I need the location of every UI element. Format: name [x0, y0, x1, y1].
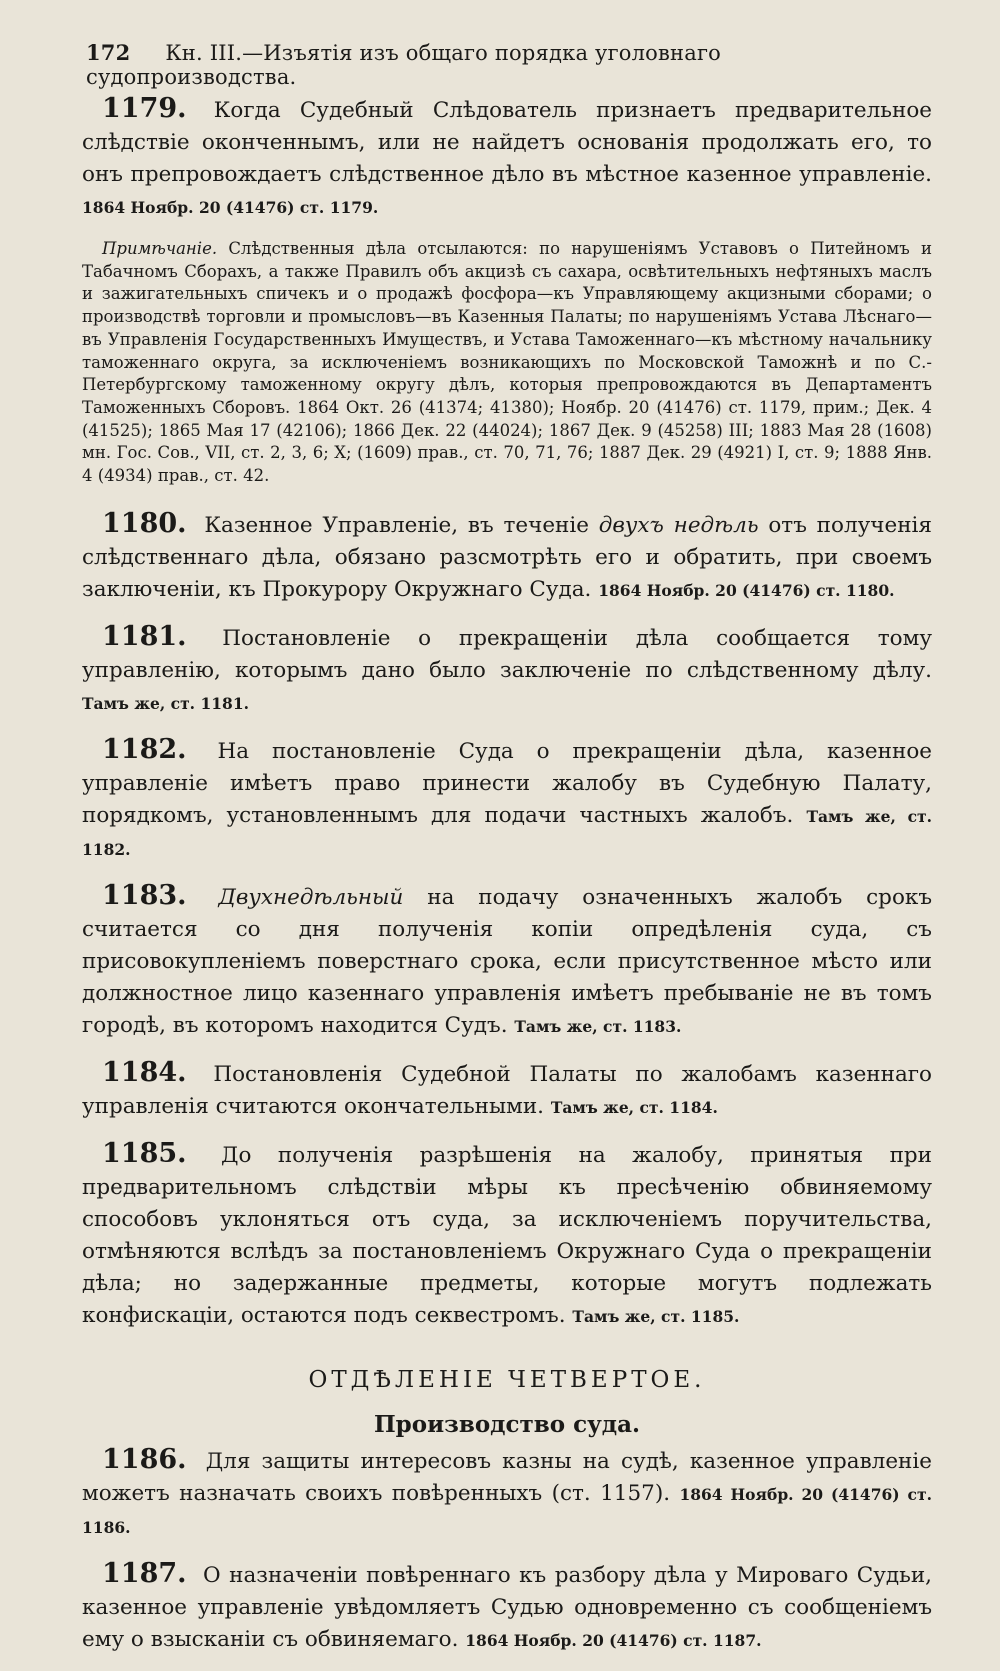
article-number: 1180. — [102, 507, 187, 539]
article-number: 1187. — [102, 1557, 187, 1589]
article-number: 1182. — [102, 733, 187, 765]
page-header — [86, 40, 886, 89]
note-text: Слѣдственныя дѣла отсылаются: по нарушеніямъ Уставовъ о Питейномъ и Табачномъ Сборахъ, а также Правилъ объ акцизѣ съ сахара, освѣтительныхъ нефтяныхъ маслъ и зажигательныхъ спичекъ и о продажѣ фосфора—къ Управляющему акцизными сборами; о производствѣ торговли и промысловъ—въ Казенныя Палаты; по нарушеніямъ Устава Лѣснаго—въ Управленія Государственныхъ Имуществъ, и Устава Таможеннаго—къ мѣстному начальнику таможеннаго округа, за исключеніемъ возникающихъ по Московской Таможнѣ и по С.-Петербургскому таможенному округу дѣлъ, которыя препровождаются въ Департаментъ Таможенныхъ Сборовъ. 1864 Окт. 26 (41374; 41380); Ноябр. 20 (41476) ст. 1179, прим.; Дек. 4 (41525); 1865 Мая 17 (42106); 1866 Дек. 22 (44024); 1867 Дек. 9 (45258) III; 1883 Мая 28 (1608) мн. Гос. Сов., VII, ст. 2, 3, 6; X; (1609) прав., ст. 70, 71, 76; 1887 Дек. 29 (4921) I, ст. 9; 1888 Янв. 4 (4934) прав., ст. 42. — [82, 239, 932, 486]
article-number: 1185. — [102, 1137, 187, 1169]
article-1179 — [82, 93, 932, 224]
section-title: ОТДѢЛЕНІЕ ЧЕТВЕРТОЕ. — [308, 1366, 706, 1393]
article-citation: Тамъ же, ст. 1183. — [514, 1016, 682, 1036]
page-number: 172 — [86, 40, 131, 65]
article-text: До полученія разрѣшенія на жалобу, принятыя при предварительномъ слѣдствіи мѣры къ пресѣченію обвиняемому способовъ уклоняться отъ суда, за исключеніемъ поручительства, отмѣняются вслѣдъ за постановленіемъ Окружнаго Суда о прекращеніи дѣла; но задержанные предметы, которые могутъ подлежать конфискаціи, остаются подъ секвестромъ. — [82, 1142, 932, 1328]
article-1182 — [82, 734, 932, 866]
article-1187 — [82, 1558, 932, 1657]
article-number: 1183. — [102, 879, 187, 911]
subsection-title: Производство суда. — [373, 1410, 641, 1438]
article-1180 — [82, 508, 932, 607]
article-citation: Тамъ же, ст. 1184. — [550, 1097, 718, 1117]
article-1184 — [82, 1057, 932, 1124]
article-number: 1179. — [102, 93, 187, 124]
article-number: 1186. — [102, 1443, 187, 1475]
article-number: 1181. — [102, 620, 187, 652]
article-1183 — [82, 880, 932, 1043]
article-emphasis: Двухнедѣльный — [218, 884, 404, 910]
article-number: 1184. — [102, 1056, 187, 1088]
article-text: Для защиты интересовъ казны на судѣ, казенное управленіе можетъ назначать своихъ повѣренныхъ (ст. 1157). — [82, 1448, 932, 1506]
article-text: Казенное Управленіе, въ теченіе — [204, 512, 589, 538]
article-text: Постановленія Судебной Палаты по жалобамъ казеннаго управленія считаются окончательными. — [82, 1061, 932, 1119]
running-title: Кн. III.—Изъятія изъ общаго порядка уголовнаго судопроизводства. — [86, 41, 722, 89]
article-citation: Тамъ же, ст. 1185. — [572, 1306, 740, 1326]
article-text: На постановленіе Суда о прекращеніи дѣла, казенное управленіе имѣетъ право принести жалобу въ Судебную Палату, порядкомъ, установленнымъ для подачи частныхъ жалобъ. — [82, 738, 932, 828]
article-citation: 1864 Ноябр. 20 (41476) ст. 1180. — [598, 580, 895, 600]
article-text: Когда Судебный Слѣдователь признаетъ предварительное слѣдствіе оконченнымъ, или не найдетъ основанія продолжать его, то онъ препровождаетъ слѣдственное дѣло въ мѣстное казенное управленіе. — [82, 98, 932, 187]
article-citation: Тамъ же, ст. 1182. — [82, 806, 933, 859]
article-text: Постановленіе о прекращеніи дѣла сообщается тому управленію, которымъ дано было заключеніе по слѣдственному дѣлу. — [82, 625, 932, 683]
article-note — [82, 238, 932, 488]
article-1186 — [82, 1444, 932, 1544]
article-1181 — [82, 621, 932, 720]
article-text-continued: отъ полученія слѣдственнаго дѣла, обязано разсмотрѣть его и обратить, при своемъ заключеніи, къ Прокурору Окружнаго Суда. — [82, 512, 932, 602]
article-citation: Тамъ же, ст. 1181. — [82, 693, 250, 713]
article-citation: 1864 Ноябр. 20 (41476) ст. 1179. — [82, 198, 379, 217]
article-citation: 1864 Ноябр. 20 (41476) ст. 1187. — [465, 1630, 762, 1650]
article-text: на подачу означенныхъ жалобъ срокъ считается со дня полученія копіи опредѣленія суда, съ присовокупленіемъ поверстнаго срока, если присутственное мѣсто или должностное лицо казеннаго управленія имѣетъ пребываніе не въ томъ городѣ, въ которомъ находится Судъ. — [82, 884, 933, 1038]
note-label: Примѣчаніе. — [102, 239, 218, 258]
page-body — [82, 93, 932, 1671]
article-emphasis: двухъ недѣль — [598, 512, 759, 538]
article-text: О назначеніи повѣреннаго къ разбору дѣла у Мироваго Судьи, казенное управленіе увѣдомляетъ Судью одновременно съ сообщеніемъ ему о взысканіи съ обвиняемаго. — [82, 1562, 932, 1652]
article-1185 — [82, 1138, 932, 1333]
article-citation: 1864 Ноябр. 20 (41476) ст. 1186. — [82, 1484, 932, 1537]
